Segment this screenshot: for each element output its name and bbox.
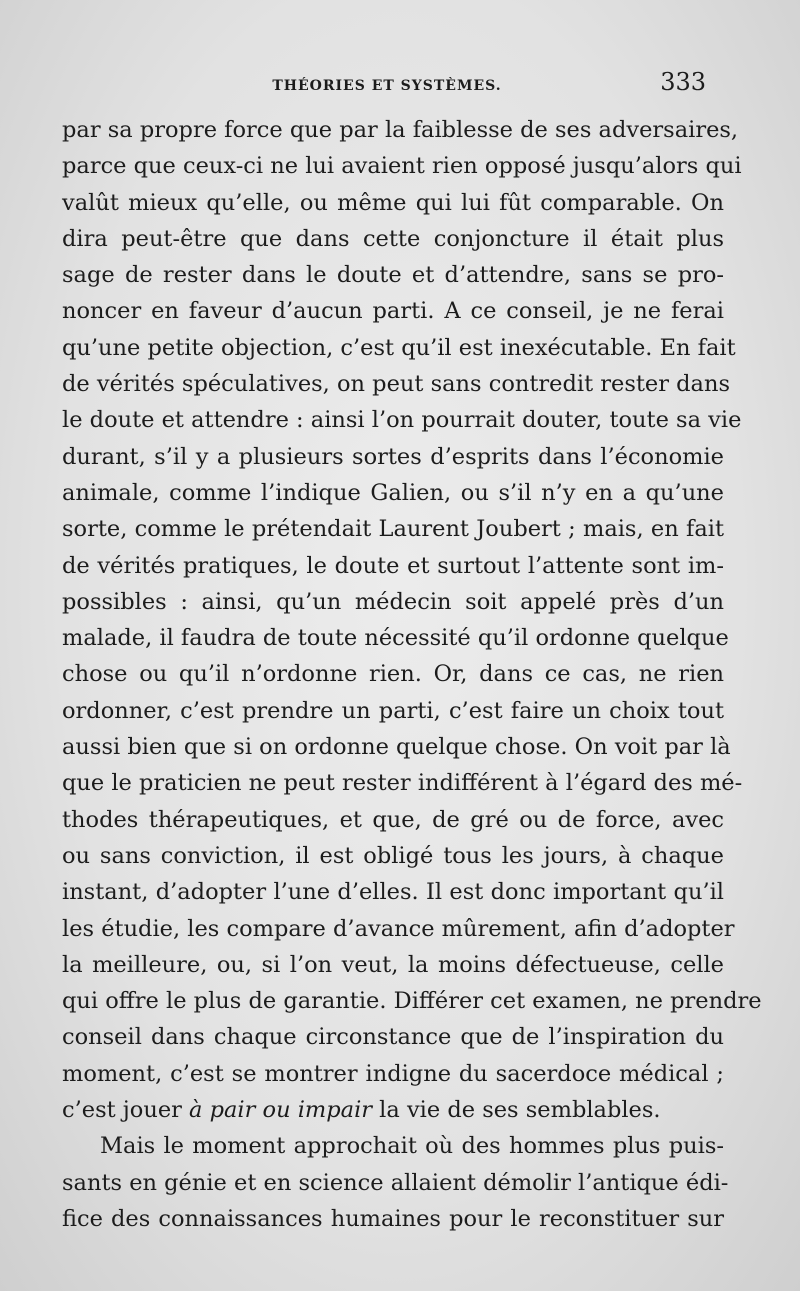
text-line: que le praticien ne peut rester indifférent à l’égard des mé- [62, 770, 743, 797]
page-number: 333 [660, 68, 706, 96]
text-line: les étudie, les compare d’avance mûrement, afin d’adopter [62, 915, 735, 942]
text-line: ordonner, c’est prendre un parti, c’est faire un choix tout [62, 697, 724, 724]
running-title: THÉORIES ET SYSTÈMES. [272, 78, 502, 94]
text-line: qui offre le plus de garantie. Différer cet examen, ne prendre [62, 988, 762, 1015]
paragraph-1 [62, 112, 762, 1128]
text-line: qu’une petite objection, c’est qu’il est inexécutable. En fait [62, 334, 736, 361]
text-line-last [62, 1092, 724, 1128]
text-line: moment, c’est se montrer indigne du sacerdoce médical ; [62, 1060, 724, 1087]
text-fragment: c’est jouer [62, 1097, 190, 1124]
text-line: animale, comme l’indique Galien, ou s’il n’y en a qu’une [62, 479, 724, 506]
text-line: dira peut-être que dans cette conjoncture il était plus [62, 225, 724, 252]
text-line: sants en génie et en science allaient démolir l’antique édi- [62, 1169, 729, 1196]
text-line: sorte, comme le prétendait Laurent Joubert ; mais, en fait [62, 516, 724, 543]
text-line: parce que ceux-ci ne lui avaient rien opposé jusqu’alors qui [62, 153, 742, 180]
text-line: ou sans conviction, il est obligé tous les jours, à chaque [62, 842, 724, 869]
text-line: par sa propre force que par la faiblesse de ses adversaires, [62, 117, 739, 143]
text-line: la meilleure, ou, si l’on veut, la moins défectueuse, celle [62, 951, 724, 978]
text-line: noncer en faveur d’aucun parti. A ce conseil, je ne ferai [62, 298, 724, 325]
text-line: instant, d’adopter l’une d’elles. Il est donc important qu’il [62, 879, 724, 906]
text-line: aussi bien que si on ordonne quelque chose. On voit par là [62, 734, 731, 761]
page-header [62, 68, 712, 98]
text-line: durant, s’il y a plusieurs sortes d’esprits dans l’économie [62, 443, 724, 470]
text-line: valût mieux qu’elle, ou même qui lui fût comparable. On [62, 189, 724, 216]
text-line: Mais le moment approchait où des hommes plus puis- [100, 1133, 724, 1160]
text-line: possibles : ainsi, qu’un médecin soit appelé près d’un [62, 588, 724, 615]
text-line: malade, il faudra de toute nécessité qu’il ordonne quelque [62, 625, 729, 652]
text-line: le doute et attendre : ainsi l’on pourrait douter, toute sa vie [62, 407, 742, 434]
text-fragment: la vie de ses semblables. [372, 1097, 661, 1124]
text-line: thodes thérapeutiques, et que, de gré ou de force, avec [62, 806, 724, 833]
text-line: de vérités pratiques, le doute et surtout l’attente sont im- [62, 552, 724, 579]
page-body [62, 112, 762, 1237]
text-line: fice des connaissances humaines pour le reconstituer sur [62, 1205, 724, 1232]
text-line: de vérités spéculatives, on peut sans contredit rester dans [62, 371, 731, 398]
text-line: conseil dans chaque circonstance que de l’inspiration du [62, 1024, 724, 1051]
text-line: sage de rester dans le doute et d’attendre, sans se pro- [62, 262, 724, 289]
text-line: chose ou qu’il n’ordonne rien. Or, dans ce cas, ne rien [62, 661, 724, 688]
italic-phrase: à pair ou impair [189, 1097, 373, 1124]
paragraph-2 [62, 1128, 729, 1237]
